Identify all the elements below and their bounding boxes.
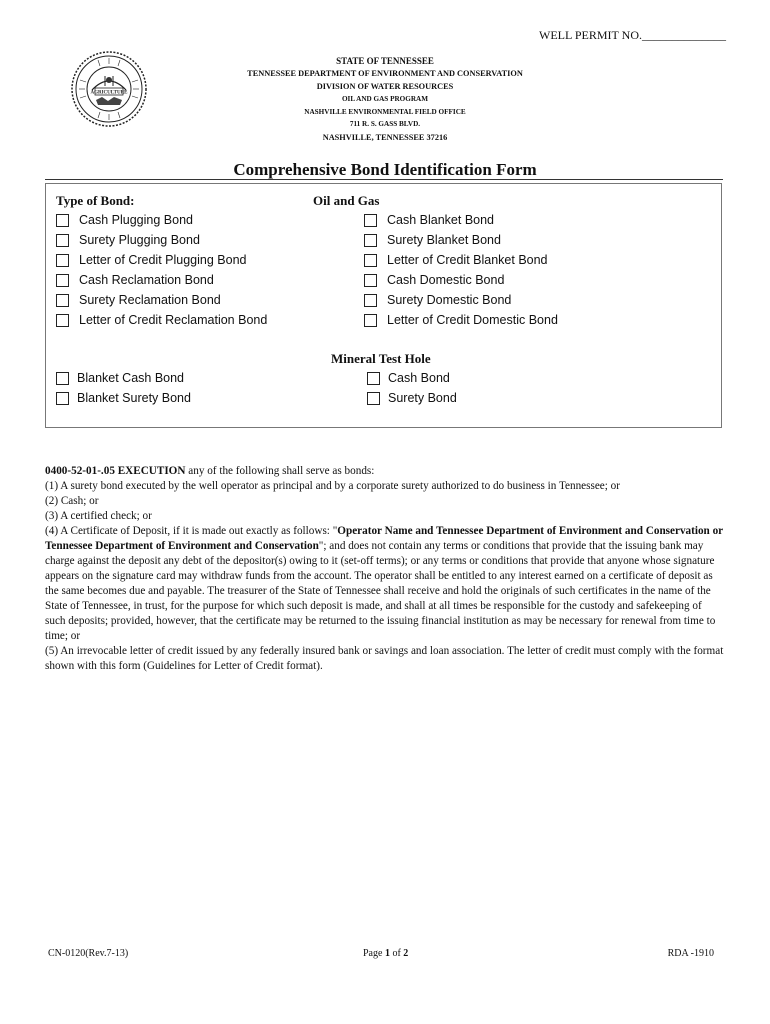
option-label: Surety Plugging Bond — [79, 233, 200, 247]
option-label: Cash Domestic Bond — [387, 273, 505, 287]
header-line-department: TENNESSEE DEPARTMENT OF ENVIRONMENT AND CONSERVATION — [247, 69, 523, 78]
execution-rule-text — [45, 464, 725, 674]
svg-text:AGRICULTURE: AGRICULTURE — [90, 90, 128, 96]
right-options — [364, 210, 558, 330]
type-of-bond-label: Type of Bond: — [56, 193, 135, 208]
mineral-left-options — [56, 368, 191, 408]
option-label: Surety Bond — [388, 391, 457, 405]
option-surety-blanket-bond[interactable] — [364, 230, 558, 250]
option-label: Surety Domestic Bond — [387, 293, 512, 307]
page-of: of — [389, 948, 404, 959]
option-label: Surety Reclamation Bond — [79, 293, 221, 307]
state-seal-icon — [70, 50, 148, 128]
option-label: Letter of Credit Blanket Bond — [387, 253, 548, 267]
checkbox[interactable] — [364, 274, 377, 287]
mineral-right-options — [367, 368, 457, 408]
rule-item-5: (5) An irrevocable letter of credit issued by any federally insured bank or savings and loan association. The letter of credit must comply with the format shown with this form (Guidelines for Letter of Credit format). — [45, 645, 724, 672]
rule-item-4 — [45, 524, 725, 644]
option-blanket-surety-bond[interactable] — [56, 388, 191, 408]
page-prefix: Page — [363, 948, 385, 959]
option-blanket-cash-bond[interactable] — [56, 368, 191, 388]
checkbox[interactable] — [367, 392, 380, 405]
option-loc-reclamation-bond[interactable] — [56, 310, 267, 330]
header-line-city: NASHVILLE, TENNESSEE 37216 — [322, 132, 448, 142]
checkbox[interactable] — [56, 274, 69, 287]
item4-post: "; and does not contain any terms or conditions that provide that the issuing bank may charge against the deposit any debt of the depositor(s) owing to it (set-off terms); or any terms or conditions that provide that anyone whose signature appears on the signature card may withdraw funds from the account. The operator shall be entitled to any interest earned on a certificate of deposit as the same becomes due and payable. The treasurer of the State of Tennessee shall receive and hold the originals of such certificates in the name of the State of Tennessee, in trust, for the purpose for which such deposit is made, and shall at all times be responsible for the custody and safekeeping of such deposits; provided, however, that the certificate may be returned to the issuing financial institution as may be necessary for renewal from time to time; or — [45, 540, 716, 642]
checkbox[interactable] — [56, 314, 69, 327]
mineral-test-hole-label: Mineral Test Hole — [331, 351, 431, 366]
option-label: Letter of Credit Plugging Bond — [79, 253, 247, 267]
option-label: Letter of Credit Reclamation Bond — [79, 313, 268, 327]
option-label: Cash Bond — [388, 371, 450, 385]
checkbox[interactable] — [364, 214, 377, 227]
checkbox[interactable] — [364, 254, 377, 267]
option-label: Blanket Surety Bond — [77, 391, 191, 405]
rule-item-3: (3) A certified check; or — [45, 510, 152, 522]
option-cash-plugging-bond[interactable] — [56, 210, 267, 230]
option-cash-domestic-bond[interactable] — [364, 270, 558, 290]
option-label: Cash Blanket Bond — [387, 213, 495, 227]
rda-number: RDA -1910 — [667, 948, 714, 959]
form-title: Comprehensive Bond Identification Form — [233, 160, 537, 179]
option-label: Cash Plugging Bond — [79, 213, 193, 227]
option-surety-plugging-bond[interactable] — [56, 230, 267, 250]
page-number: 1 — [384, 948, 390, 959]
checkbox[interactable] — [56, 294, 69, 307]
option-surety-domestic-bond[interactable] — [364, 290, 558, 310]
rule-item-1: (1) A surety bond executed by the well operator as principal and by a corporate surety authorized to do business in Tennessee; or — [45, 480, 620, 492]
header-line-division: DIVISION OF WATER RESOURCES — [316, 82, 454, 91]
rule-item-2: (2) Cash; or — [45, 495, 99, 507]
checkbox[interactable] — [364, 314, 377, 327]
title-divider — [45, 179, 723, 180]
option-loc-plugging-bond[interactable] — [56, 250, 267, 270]
option-loc-blanket-bond[interactable] — [364, 250, 558, 270]
option-label: Cash Reclamation Bond — [79, 273, 214, 287]
option-mineral-surety-bond[interactable] — [367, 388, 457, 408]
option-loc-domestic-bond[interactable] — [364, 310, 558, 330]
header-line-street: 711 R. S. GASS BLVD. — [349, 120, 421, 128]
checkbox[interactable] — [364, 234, 377, 247]
oil-gas-label: Oil and Gas — [313, 193, 380, 208]
item4-pre: (4) A Certificate of Deposit, if it is made out exactly as follows: " — [45, 525, 338, 537]
rule-id: 0400-52-01-.05 EXECUTION — [45, 465, 186, 477]
page-total: 2 — [403, 948, 409, 959]
left-options — [56, 210, 267, 330]
checkbox[interactable] — [56, 392, 69, 405]
option-surety-reclamation-bond[interactable] — [56, 290, 267, 310]
header-line-program: OIL AND GAS PROGRAM — [341, 95, 429, 103]
bond-type-box — [45, 183, 722, 428]
checkbox[interactable] — [56, 254, 69, 267]
checkbox[interactable] — [364, 294, 377, 307]
checkbox[interactable] — [367, 372, 380, 385]
agency-header — [150, 57, 620, 147]
header-line-office: NASHVILLE ENVIRONMENTAL FIELD OFFICE — [304, 107, 466, 116]
option-label: Letter of Credit Domestic Bond — [387, 313, 558, 327]
checkbox[interactable] — [56, 234, 69, 247]
option-label: Blanket Cash Bond — [77, 371, 185, 385]
item4-bold: Operator Name and Tennessee Department of Environment and Conservation or Tennessee Department of Environment and Conservation — [45, 525, 723, 552]
form-number: CN-0120(Rev.7-13) — [48, 948, 129, 959]
header-line-state: STATE OF TENNESSEE — [336, 56, 434, 66]
option-cash-blanket-bond[interactable] — [364, 210, 558, 230]
option-label: Surety Blanket Bond — [387, 233, 501, 247]
well-permit-label: WELL PERMIT NO.______________ — [539, 28, 726, 42]
checkbox[interactable] — [56, 214, 69, 227]
rule-intro-paragraph — [45, 464, 725, 479]
rule-intro: any of the following shall serve as bonds: — [185, 465, 375, 477]
option-cash-reclamation-bond[interactable] — [56, 270, 267, 290]
page-indicator — [363, 948, 408, 959]
option-mineral-cash-bond[interactable] — [367, 368, 457, 388]
checkbox[interactable] — [56, 372, 69, 385]
